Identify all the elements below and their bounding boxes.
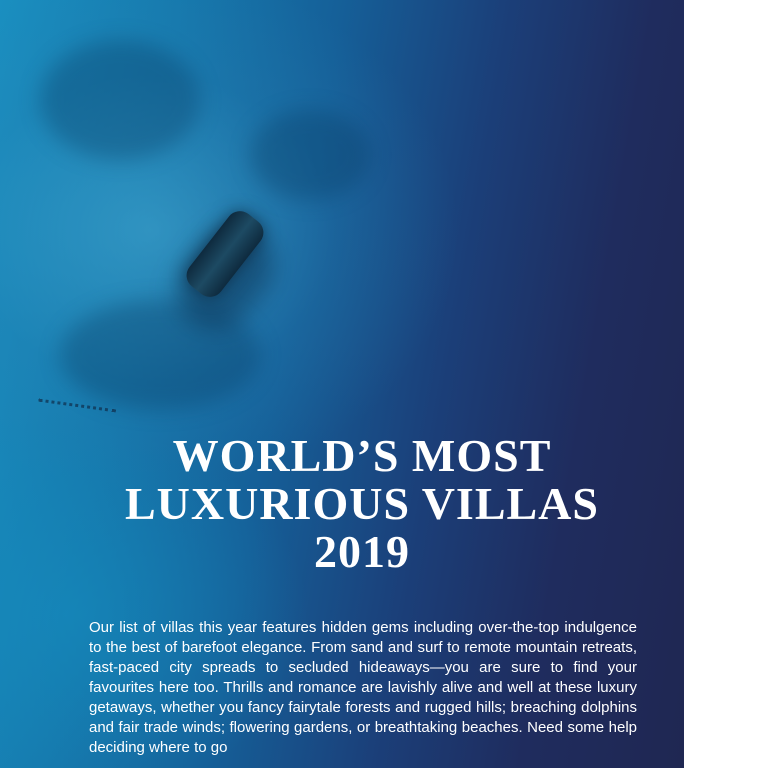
seam-mark bbox=[38, 399, 116, 416]
headline-line-3: 2019 bbox=[314, 526, 410, 577]
water-texture bbox=[250, 110, 370, 200]
article-headline bbox=[60, 432, 664, 576]
headline-line-2: LUXURIOUS VILLAS bbox=[124, 478, 599, 529]
headline-line-1: WORLD’S MOST bbox=[172, 430, 552, 481]
intro-paragraph: Our list of villas this year features hidden gems including over-the-top indulgence to the best of barefoot elegance. From sand and surf to remote mountain retreats, fast-paced city spreads to secluded hideaways—you are sure to find your favourites here too. Thrills and romance are lavishly alive and well at these luxury getaways, whether you fancy fairytale forests and rugged hills; breaching dolphins and fair trade winds; flowering gardens, or breathtaking beaches. Need some help deciding where to go bbox=[89, 619, 637, 756]
water-texture bbox=[40, 40, 200, 160]
page-margin bbox=[684, 0, 768, 768]
